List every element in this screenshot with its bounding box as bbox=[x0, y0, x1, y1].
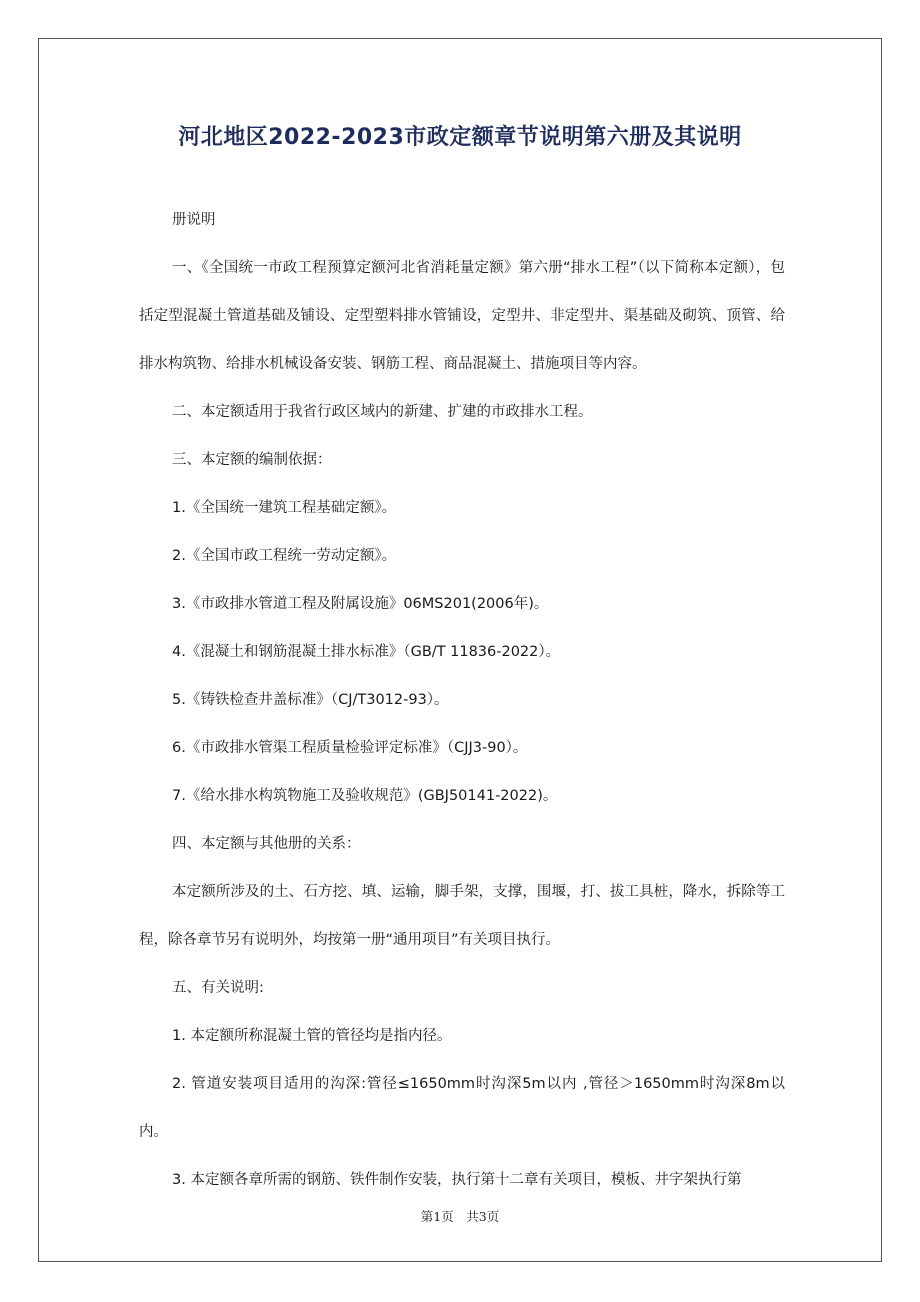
paragraph-basis-7: 7.《给水排水构筑物施工及验收规范》(GBJ50141-2022)。 bbox=[172, 788, 558, 804]
document-body bbox=[139, 196, 785, 1204]
paragraph-section-1: 一、《全国统一市政工程预算定额河北省消耗量定额》第六册“排水工程”（以下简称本定额），包括定型混凝土管道基础及铺设、定型塑料排水管铺设，定型井、非定型井、渠基础及砌筑、顶管、给排水构筑物、给排水机械设备安装、钢筋工程、商品混凝土、措施项目等内容。 bbox=[139, 260, 785, 372]
paragraph-basis-1: 1.《全国统一建筑工程基础定额》。 bbox=[172, 500, 397, 516]
paragraph-section-3: 三、本定额的编制依据： bbox=[172, 452, 332, 468]
paragraph-volume-note: 册说明 bbox=[172, 212, 216, 228]
paragraph-section-2: 二、本定额适用于我省行政区域内的新建、扩建的市政排水工程。 bbox=[172, 404, 593, 420]
paragraph-section-5: 五、有关说明: bbox=[172, 980, 264, 996]
paragraph-basis-4: 4.《混凝土和钢筋混凝土排水标准》（GB/T 11836-2022）。 bbox=[172, 644, 561, 660]
paragraph-relation: 本定额所涉及的土、石方挖、填、运输，脚手架，支撑，围堰，打、拔工具桩，降水，拆除等工程，除各章节另有说明外，均按第一册“通用项目”有关项目执行。 bbox=[139, 884, 785, 948]
paragraph-basis-2: 2.《全国市政工程统一劳动定额》。 bbox=[172, 548, 397, 564]
paragraph-basis-6: 6.《市政排水管渠工程质量检验评定标准》（CJJ3-90）。 bbox=[172, 740, 528, 756]
paragraph-section-4: 四、本定额与其他册的关系： bbox=[172, 836, 361, 852]
paragraph-note-2: 2. 管道安装项目适用的沟深:管径≤1650mm时沟深5m以内 ,管径＞1650mm时沟深8m以内。 bbox=[139, 1076, 785, 1140]
document-title: 河北地区2022-2023市政定额章节说明第六册及其说明 bbox=[178, 125, 742, 150]
paragraph-note-3: 3. 本定额各章所需的钢筋、铁件制作安装，执行第十二章有关项目，模板、井字架执行第 bbox=[172, 1172, 742, 1188]
paragraph-basis-5: 5.《铸铁检查井盖标准》（CJ/T3012-93）。 bbox=[172, 692, 449, 708]
page-number-footer: 第1页 共3页 bbox=[420, 1209, 500, 1224]
paragraph-note-1: 1. 本定额所称混凝土管的管径均是指内径。 bbox=[172, 1028, 452, 1044]
paragraph-basis-3: 3.《市政排水管道工程及附属设施》06MS201(2006年)。 bbox=[172, 596, 549, 612]
